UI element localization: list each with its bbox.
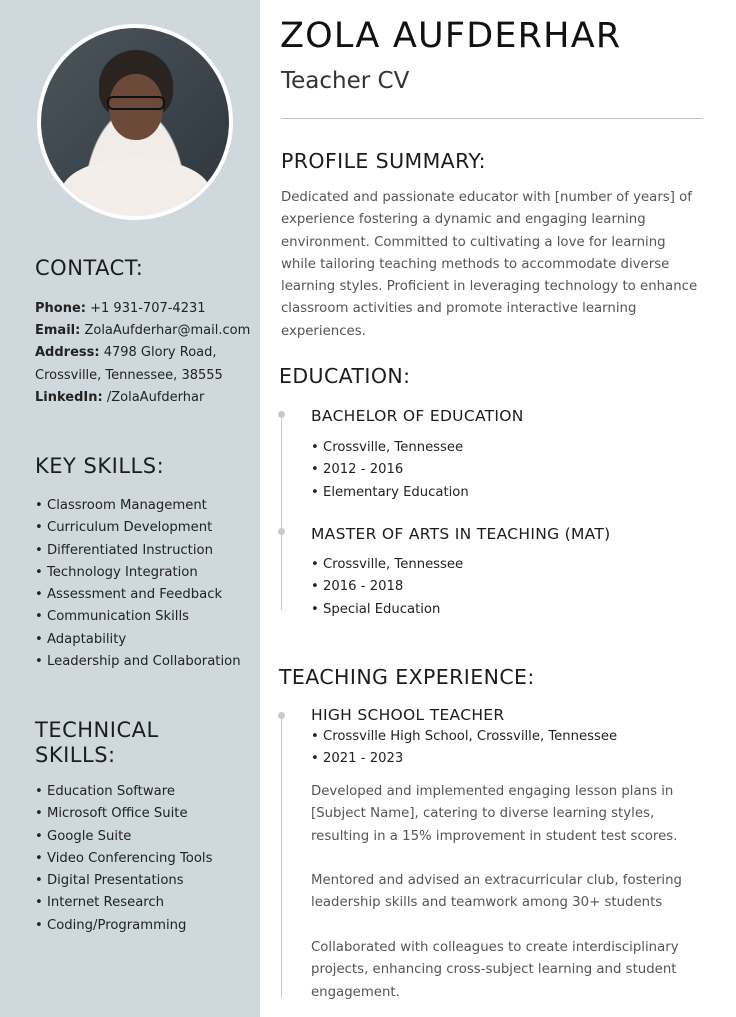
key-skills-heading: KEY SKILLS:: [35, 454, 165, 478]
education-details: [311, 437, 469, 504]
list-item: • Video Conferencing Tools: [35, 848, 212, 870]
experience-paragraph: Collaborated with colleagues to create interdisciplinary projects, enhancing cross-subject learning and student engagement.: [311, 940, 679, 1000]
profile-heading: PROFILE SUMMARY:: [281, 149, 486, 173]
address-line1: 4798 Glory Road,: [103, 345, 217, 360]
experience-paragraph: Developed and implemented engaging lesson plans in [Subject Name], catering to diverse learning styles, resulting in a 15% improvement in student test scores.: [311, 784, 678, 844]
list-item: • Leadership and Collaboration: [35, 651, 241, 673]
education-title: BACHELOR OF EDUCATION: [311, 407, 524, 425]
phone-value: +1 931-707-4231: [90, 301, 206, 316]
cv-subtitle: Teacher CV: [281, 68, 410, 94]
profile-photo: [37, 24, 233, 220]
address-line2: Crossville, Tennessee, 38555: [35, 368, 223, 383]
contact-heading: CONTACT:: [35, 256, 144, 280]
education-title: MASTER OF ARTS IN TEACHING (MAT): [311, 525, 611, 543]
photo-glasses: [107, 96, 165, 110]
address-label: Address:: [35, 345, 100, 360]
candidate-name: ZOLA AUFDERHAR: [280, 16, 622, 56]
email-value: ZolaAufderhar@mail.com: [84, 323, 251, 338]
list-item: • Assessment and Feedback: [35, 584, 241, 606]
list-item: • Technology Integration: [35, 562, 241, 584]
timeline-dot: [278, 712, 285, 719]
contact-phone: [35, 301, 206, 317]
contact-linkedin: [35, 390, 204, 406]
experience-timeline: [281, 714, 282, 998]
list-item: • Internet Research: [35, 892, 212, 914]
list-item: • Communication Skills: [35, 606, 241, 628]
sidebar: [0, 0, 260, 1017]
list-item: • Crossville High School, Crossville, Tennessee: [311, 726, 617, 748]
list-item: • Adaptability: [35, 629, 241, 651]
list-item: • Digital Presentations: [35, 870, 212, 892]
linkedin-label: LinkedIn:: [35, 390, 103, 405]
job-title: HIGH SCHOOL TEACHER: [311, 706, 505, 724]
experience-paragraph: Mentored and advised an extracurricular club, fostering leadership skills and teamwork among 30+ students: [311, 873, 682, 911]
timeline-dot: [278, 528, 285, 535]
technical-skills-list: [35, 781, 212, 937]
education-heading: EDUCATION:: [279, 364, 411, 388]
list-item: • 2021 - 2023: [311, 748, 617, 770]
list-item: • 2012 - 2016: [311, 459, 469, 481]
experience-heading: TEACHING EXPERIENCE:: [279, 665, 535, 689]
phone-label: Phone:: [35, 301, 86, 316]
linkedin-value: /ZolaAufderhar: [106, 390, 205, 405]
list-item: • Elementary Education: [311, 482, 469, 504]
photo-shirt: [61, 158, 211, 220]
technical-skills-heading: [35, 718, 159, 768]
technical-skills-heading-line1: TECHNICAL: [35, 718, 159, 742]
list-item: • 2016 - 2018: [311, 576, 463, 598]
email-label: Email:: [35, 323, 81, 338]
profile-text: Dedicated and passionate educator with [number of years] of experience fostering a dynamic and engaging learning environment. Committed to cultivating a love for learning while tailoring teaching methods to accommodate diverse learning styles. Proficient in leveraging technology to enhance classroom activities and promote interactive learning experiences.: [281, 190, 698, 339]
key-skills-list: [35, 495, 241, 673]
contact-email: [35, 323, 250, 339]
technical-skills-heading-line2: SKILLS:: [35, 743, 116, 767]
education-timeline: [281, 413, 282, 610]
contact-address: [35, 345, 217, 361]
education-details: [311, 554, 463, 621]
list-item: • Differentiated Instruction: [35, 540, 241, 562]
list-item: • Microsoft Office Suite: [35, 803, 212, 825]
list-item: • Google Suite: [35, 826, 212, 848]
list-item: • Classroom Management: [35, 495, 241, 517]
list-item: • Coding/Programming: [35, 915, 212, 937]
job-details: [311, 726, 617, 771]
list-item: • Crossville, Tennessee: [311, 437, 469, 459]
list-item: • Crossville, Tennessee: [311, 554, 463, 576]
header-divider: [281, 118, 703, 119]
timeline-dot: [278, 411, 285, 418]
list-item: • Special Education: [311, 599, 463, 621]
list-item: • Curriculum Development: [35, 517, 241, 539]
list-item: • Education Software: [35, 781, 212, 803]
